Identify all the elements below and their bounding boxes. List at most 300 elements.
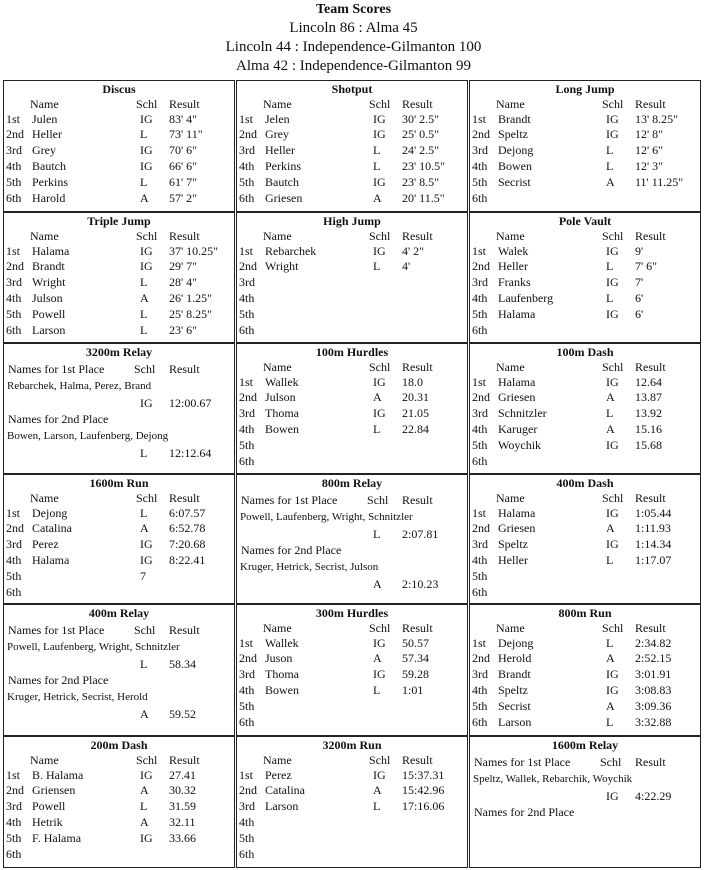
school-code: IG xyxy=(373,667,386,681)
result-value: 11' 11.25" xyxy=(635,175,684,189)
school-code: IG xyxy=(373,406,386,420)
result-value: 4' xyxy=(402,259,411,273)
event-box-long-jump xyxy=(469,80,701,212)
school-code: A xyxy=(373,390,382,404)
place-label: 5th xyxy=(472,307,488,321)
place-label: 6th xyxy=(239,454,255,468)
school-code: L xyxy=(140,127,148,141)
school-code: IG xyxy=(140,143,153,157)
col-header-result: Result xyxy=(169,362,200,376)
school-code: IG xyxy=(606,537,619,551)
place-label: 2nd xyxy=(239,783,257,797)
place-label: 4th xyxy=(472,553,488,567)
place-label: 1st xyxy=(472,636,487,650)
athlete-name: Larson xyxy=(32,323,66,337)
result-value: 23' 10.5" xyxy=(402,159,446,173)
result-value: 12' 6" xyxy=(635,143,664,157)
place-label: 6th xyxy=(472,191,488,205)
school-code: L xyxy=(140,275,148,289)
col-header-school: Schl xyxy=(367,493,389,507)
col-header-school: Schl xyxy=(369,229,391,243)
col-header-result: Result xyxy=(635,491,666,505)
event-title: 400m Dash xyxy=(556,476,614,490)
result-value: 1:14.34 xyxy=(635,537,672,551)
place-label: 1st xyxy=(6,506,21,520)
athlete-name: Wallek xyxy=(265,636,299,650)
athlete-name: Griesen xyxy=(498,521,536,535)
col-header-name: Name xyxy=(263,97,292,111)
school-code: A xyxy=(373,651,382,665)
event-title: 3200m Relay xyxy=(85,345,153,359)
athlete-name: Thoma xyxy=(265,667,299,681)
result-value: 20' 11.5" xyxy=(402,191,445,205)
place-label: 1st xyxy=(472,112,487,126)
col-header-name: Name xyxy=(496,97,525,111)
place-label: 6th xyxy=(472,454,488,468)
school-code: L xyxy=(606,636,614,650)
place-label: 1st xyxy=(6,244,21,258)
place-label: 2nd xyxy=(472,390,490,404)
school-code: 7 xyxy=(140,569,146,583)
place-label: 4th xyxy=(472,291,488,305)
school-code: IG xyxy=(373,175,386,189)
col-header-result: Result xyxy=(402,493,433,507)
result-value: 50.57 xyxy=(402,636,429,650)
event-title: 3200m Run xyxy=(322,738,382,752)
place-label: 2nd xyxy=(239,259,257,273)
athlete-name: Griensen xyxy=(32,783,76,797)
second-place-label: Names for 2nd Place xyxy=(8,412,109,426)
event-box-1600m-relay xyxy=(469,736,701,868)
col-header-result: Result xyxy=(402,753,433,767)
place-label: 6th xyxy=(472,323,488,337)
athlete-name: Bowen xyxy=(498,159,532,173)
place-label: 3rd xyxy=(472,667,488,681)
athlete-name: Franks xyxy=(498,275,531,289)
place-label: 3rd xyxy=(239,406,255,420)
second-place-names: Kruger, Hetrick, Secrist, Herold xyxy=(7,691,148,703)
school-code: IG xyxy=(606,112,619,126)
place-label: 6th xyxy=(239,191,255,205)
first-place-names: Powell, Laufenberg, Wright, Schnitzler xyxy=(7,641,180,653)
school-code: IG xyxy=(140,159,153,173)
school-code: L xyxy=(606,715,614,729)
second-place-label: Names for 2nd Place xyxy=(474,805,575,819)
school-code: IG xyxy=(606,438,619,452)
col-header-result: Result xyxy=(635,229,666,243)
result-value: 23' 6" xyxy=(169,323,198,337)
athlete-name: Julson xyxy=(265,390,296,404)
event-box-100m-hurdles xyxy=(236,343,468,474)
school-code: A xyxy=(606,651,615,665)
col-header-result: Result xyxy=(402,360,433,374)
second-place-school: L xyxy=(140,446,148,460)
place-label: 2nd xyxy=(472,521,490,535)
place-label: 3rd xyxy=(6,799,22,813)
col-header-name: Name xyxy=(496,229,525,243)
place-label: 6th xyxy=(472,715,488,729)
col-header-school: Schl xyxy=(602,491,624,505)
event-title: 100m Hurdles xyxy=(315,345,389,359)
place-label: 5th xyxy=(472,699,488,713)
page-title: Team Scores xyxy=(315,2,392,17)
place-label: 4th xyxy=(239,159,255,173)
first-place-label: Names for 1st Place xyxy=(8,623,105,637)
school-code: IG xyxy=(373,375,386,389)
first-place-names: Speltz, Wallek, Rebarchik, Woychik xyxy=(473,773,633,785)
athlete-name: Heller xyxy=(498,553,528,567)
event-title: 800m Relay xyxy=(321,476,383,490)
event-title: 800m Run xyxy=(558,606,612,620)
athlete-name: Harold xyxy=(32,191,66,205)
school-code: L xyxy=(606,259,614,273)
result-value: 57' 2" xyxy=(169,191,198,205)
first-place-label: Names for 1st Place xyxy=(241,493,338,507)
athlete-name: Bautch xyxy=(32,159,66,173)
first-place-school: IG xyxy=(140,396,153,410)
place-label: 5th xyxy=(239,831,255,845)
result-value: 8:22.41 xyxy=(169,553,206,567)
second-place-label: Names for 2nd Place xyxy=(241,543,342,557)
result-value: 3:01.91 xyxy=(635,667,672,681)
athlete-name: Heller xyxy=(265,143,295,157)
place-label: 1st xyxy=(472,244,487,258)
col-header-name: Name xyxy=(496,491,525,505)
school-code: IG xyxy=(606,375,619,389)
athlete-name: Larson xyxy=(498,715,532,729)
athlete-name: Perkins xyxy=(32,175,68,189)
place-label: 6th xyxy=(6,191,22,205)
school-code: A xyxy=(606,422,615,436)
result-value: 25' 0.5" xyxy=(402,127,440,141)
col-header-name: Name xyxy=(263,753,292,767)
school-code: L xyxy=(373,143,381,157)
athlete-name: Brandt xyxy=(498,667,531,681)
school-code: IG xyxy=(373,244,386,258)
athlete-name: Dejong xyxy=(498,143,534,157)
result-value: 9' xyxy=(635,244,644,258)
result-value: 24' 2.5" xyxy=(402,143,440,157)
event-title: 200m Dash xyxy=(90,738,148,752)
result-value: 7' 6" xyxy=(635,259,658,273)
athlete-name: Walek xyxy=(498,244,529,258)
result-value: 15:37.31 xyxy=(402,768,445,782)
event-box-shotput xyxy=(236,80,468,212)
result-value: 57.34 xyxy=(402,651,429,665)
result-value: 29' 7" xyxy=(169,259,198,273)
event-box-800m-relay xyxy=(236,474,468,604)
athlete-name: Speltz xyxy=(498,537,528,551)
school-code: L xyxy=(140,175,148,189)
event-title: 400m Relay xyxy=(88,606,150,620)
col-header-result: Result xyxy=(402,97,433,111)
athlete-name: Juson xyxy=(265,651,293,665)
athlete-name: Secrist xyxy=(498,175,531,189)
result-value: 73' 11" xyxy=(169,127,203,141)
school-code: L xyxy=(373,422,381,436)
col-header-result: Result xyxy=(169,97,200,111)
event-box-200m-dash xyxy=(3,736,235,868)
second-place-result: 59.52 xyxy=(169,707,196,721)
col-header-name: Name xyxy=(30,97,59,111)
result-value: 6' xyxy=(635,307,644,321)
athlete-name: Secrist xyxy=(498,699,531,713)
second-place-school: A xyxy=(140,707,149,721)
school-code: IG xyxy=(373,768,386,782)
place-label: 3rd xyxy=(239,799,255,813)
place-label: 2nd xyxy=(472,259,490,273)
school-code: A xyxy=(606,699,615,713)
place-label: 3rd xyxy=(6,537,22,551)
school-code: A xyxy=(606,175,615,189)
result-value: 3:09.36 xyxy=(635,699,672,713)
school-code: L xyxy=(373,159,381,173)
school-code: IG xyxy=(606,127,619,141)
result-value: 59.28 xyxy=(402,667,429,681)
place-label: 4th xyxy=(6,553,22,567)
school-code: A xyxy=(606,521,615,535)
result-value: 83' 4" xyxy=(169,112,198,126)
school-code: L xyxy=(373,683,381,697)
result-value: 26' 1.25" xyxy=(169,291,213,305)
athlete-name: Jelen xyxy=(265,112,290,126)
first-place-result: 4:22.29 xyxy=(635,789,672,803)
col-header-result: Result xyxy=(169,753,200,767)
place-label: 1st xyxy=(472,506,487,520)
col-header-result: Result xyxy=(402,229,433,243)
result-value: 7' xyxy=(635,275,644,289)
result-value: 7:20.68 xyxy=(169,537,206,551)
place-label: 2nd xyxy=(6,259,24,273)
school-code: IG xyxy=(140,831,153,845)
place-label: 1st xyxy=(239,375,254,389)
first-place-names: Powell, Laufenberg, Wright, Schnitzler xyxy=(240,511,413,523)
result-value: 6:52.78 xyxy=(169,521,206,535)
place-label: 4th xyxy=(472,683,488,697)
school-code: A xyxy=(140,191,149,205)
school-code: L xyxy=(373,259,381,273)
result-value: 1:11.93 xyxy=(635,521,671,535)
school-code: A xyxy=(140,783,149,797)
result-value: 28' 4" xyxy=(169,275,198,289)
athlete-name: Bautch xyxy=(265,175,299,189)
athlete-name: Perez xyxy=(32,537,59,551)
school-code: IG xyxy=(140,244,153,258)
score-line-1: Lincoln 86 : Alma 45 xyxy=(289,20,418,36)
place-label: 5th xyxy=(6,569,22,583)
school-code: L xyxy=(606,553,614,567)
event-title: Discus xyxy=(102,82,136,96)
school-code: L xyxy=(373,799,381,813)
place-label: 5th xyxy=(472,438,488,452)
school-code: L xyxy=(606,291,614,305)
school-code: A xyxy=(140,291,149,305)
col-header-name: Name xyxy=(30,229,59,243)
place-label: 6th xyxy=(239,847,255,861)
place-label: 2nd xyxy=(472,127,490,141)
second-place-label: Names for 2nd Place xyxy=(8,673,109,687)
result-value: 3:32.88 xyxy=(635,715,672,729)
result-value: 32.11 xyxy=(169,815,196,829)
athlete-name: Bowen xyxy=(265,422,299,436)
athlete-name: Speltz xyxy=(498,683,528,697)
athlete-name: F. Halama xyxy=(32,831,82,845)
place-label: 3rd xyxy=(472,537,488,551)
athlete-name: Catalina xyxy=(265,783,305,797)
event-title: Shotput xyxy=(331,82,373,96)
school-code: IG xyxy=(606,667,619,681)
col-header-school: Schl xyxy=(134,362,156,376)
score-line-2: Lincoln 44 : Independence-Gilmanton 100 xyxy=(225,39,482,55)
place-label: 5th xyxy=(6,175,22,189)
school-code: A xyxy=(373,191,382,205)
athlete-name: Halama xyxy=(32,553,70,567)
col-header-result: Result xyxy=(169,229,200,243)
first-place-school: L xyxy=(140,657,148,671)
place-label: 1st xyxy=(472,375,487,389)
score-line-3: Alma 42 : Independence-Gilmanton 99 xyxy=(236,58,471,74)
place-label: 2nd xyxy=(239,651,257,665)
school-code: IG xyxy=(140,259,153,273)
col-header-school: Schl xyxy=(602,97,624,111)
event-box-1600m-run xyxy=(3,474,235,604)
result-value: 13' 8.25" xyxy=(635,112,679,126)
place-label: 2nd xyxy=(6,521,24,535)
athlete-name: Julen xyxy=(32,112,58,126)
place-label: 5th xyxy=(239,175,255,189)
event-title: Long Jump xyxy=(555,82,615,96)
result-value: 15:42.96 xyxy=(402,783,445,797)
school-code: IG xyxy=(140,768,153,782)
result-value: 6' xyxy=(635,291,644,305)
col-header-school: Schl xyxy=(369,360,391,374)
event-box-100m-dash xyxy=(469,343,701,474)
athlete-name: Bowen xyxy=(265,683,299,697)
place-label: 6th xyxy=(6,585,22,599)
second-place-names: Kruger, Hetrick, Secrist, Julson xyxy=(240,561,379,573)
place-label: 5th xyxy=(6,831,22,845)
athlete-name: Herold xyxy=(498,651,532,665)
result-value: 6:07.57 xyxy=(169,506,206,520)
athlete-name: Brandt xyxy=(32,259,65,273)
athlete-name: Catalina xyxy=(32,521,72,535)
athlete-name: Heller xyxy=(498,259,528,273)
athlete-name: Halama xyxy=(498,375,536,389)
place-label: 4th xyxy=(6,159,22,173)
col-header-result: Result xyxy=(635,755,666,769)
athlete-name: Wright xyxy=(265,259,299,273)
athlete-name: Speltz xyxy=(498,127,528,141)
school-code: IG xyxy=(373,127,386,141)
col-header-school: Schl xyxy=(600,755,622,769)
result-value: 20.31 xyxy=(402,390,429,404)
col-header-name: Name xyxy=(263,360,292,374)
result-value: 33.66 xyxy=(169,831,196,845)
result-value: 1:17.07 xyxy=(635,553,672,567)
athlete-name: Grey xyxy=(265,127,289,141)
place-label: 1st xyxy=(239,244,254,258)
event-title: Triple Jump xyxy=(87,214,151,228)
event-box-discus xyxy=(3,80,235,212)
athlete-name: Schnitzler xyxy=(498,406,547,420)
event-box-400m-relay xyxy=(3,604,235,736)
place-label: 2nd xyxy=(239,390,257,404)
place-label: 2nd xyxy=(472,651,490,665)
result-value: 1:05.44 xyxy=(635,506,672,520)
place-label: 6th xyxy=(6,323,22,337)
place-label: 4th xyxy=(239,291,255,305)
place-label: 3rd xyxy=(472,275,488,289)
place-label: 3rd xyxy=(472,406,488,420)
school-code: IG xyxy=(140,112,153,126)
athlete-name: Dejong xyxy=(498,636,534,650)
first-place-result: 58.34 xyxy=(169,657,196,671)
second-place-result: 12:12.64 xyxy=(169,446,212,460)
athlete-name: Rebarchek xyxy=(265,244,317,258)
school-code: IG xyxy=(606,275,619,289)
school-code: L xyxy=(140,799,148,813)
result-value: 61' 7" xyxy=(169,175,198,189)
place-label: 4th xyxy=(6,291,22,305)
event-title: Pole Vault xyxy=(558,214,612,228)
school-code: L xyxy=(140,506,148,520)
place-label: 2nd xyxy=(239,127,257,141)
place-label: 1st xyxy=(239,768,254,782)
place-label: 1st xyxy=(6,768,21,782)
place-label: 3rd xyxy=(239,275,255,289)
col-header-result: Result xyxy=(635,621,666,635)
place-label: 5th xyxy=(6,307,22,321)
col-header-school: Schl xyxy=(136,97,158,111)
place-label: 4th xyxy=(6,815,22,829)
result-value: 12' 3" xyxy=(635,159,664,173)
col-header-school: Schl xyxy=(602,621,624,635)
second-place-names: Bowen, Larson, Laufenberg, Dejong xyxy=(7,430,169,442)
athlete-name: Halama xyxy=(32,244,70,258)
first-place-result: 2:07.81 xyxy=(402,527,439,541)
school-code: IG xyxy=(373,636,386,650)
col-header-result: Result xyxy=(635,360,666,374)
school-code: L xyxy=(140,323,148,337)
place-label: 5th xyxy=(472,175,488,189)
athlete-name: Heller xyxy=(32,127,62,141)
first-place-result: 12:00.67 xyxy=(169,396,212,410)
place-label: 6th xyxy=(239,715,255,729)
second-place-result: 2:10.23 xyxy=(402,577,439,591)
place-label: 3rd xyxy=(6,275,22,289)
school-code: A xyxy=(140,815,149,829)
place-label: 5th xyxy=(239,438,255,452)
second-place-school: A xyxy=(373,577,382,591)
col-header-result: Result xyxy=(635,97,666,111)
school-code: L xyxy=(606,406,614,420)
result-value: 37' 10.25" xyxy=(169,244,219,258)
result-value: 23' 8.5" xyxy=(402,175,440,189)
result-value: 30' 2.5" xyxy=(402,112,440,126)
col-header-school: Schl xyxy=(369,97,391,111)
result-value: 31.59 xyxy=(169,799,196,813)
col-header-school: Schl xyxy=(136,753,158,767)
athlete-name: Karuger xyxy=(498,422,538,436)
result-value: 27.41 xyxy=(169,768,196,782)
place-label: 2nd xyxy=(6,127,24,141)
place-label: 3rd xyxy=(6,143,22,157)
place-label: 2nd xyxy=(6,783,24,797)
athlete-name: Perez xyxy=(265,768,292,782)
col-header-name: Name xyxy=(496,621,525,635)
first-place-label: Names for 1st Place xyxy=(474,755,571,769)
result-value: 25' 8.25" xyxy=(169,307,213,321)
